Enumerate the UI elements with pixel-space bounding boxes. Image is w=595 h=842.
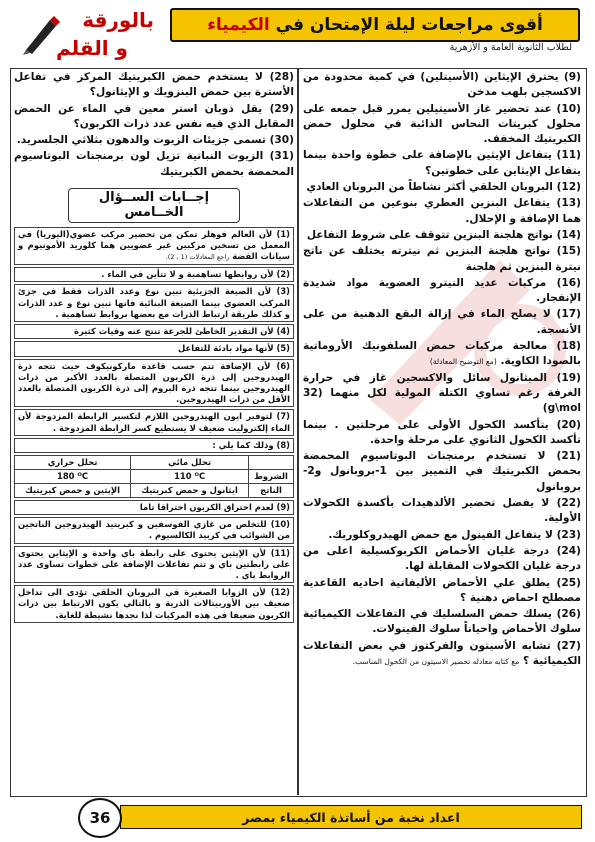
answer-item: [14, 517, 294, 543]
question-text: يطلق علي الأحماض الأليفاتية احاديه القاعدية مصطلح احماض دهنية ؟: [303, 576, 581, 604]
answer-text: لتوفير ايون الهيدروجين اللازم لتكسير الرابطة المزدوجة لأن الماء إلكتروليت ضعيف لا يستطيع كسر الرابطة المزدوجة .: [18, 411, 290, 433]
question-number: (29): [269, 102, 294, 115]
question-item: [303, 180, 581, 195]
question-number: (20): [556, 418, 581, 431]
question-item: [303, 528, 581, 543]
answer-item: [14, 267, 294, 282]
answer-number: (7): [276, 411, 290, 422]
answer-text: للتخلص من غازي الفوسفين و كبريتيد الهيدروجين الناتجين من الشوائب في كربيد الكالسيوم .: [18, 519, 290, 541]
question-number: (26): [556, 608, 581, 621]
answer-item: [14, 409, 294, 435]
question-number: (14): [556, 228, 581, 241]
answer-item: [14, 500, 294, 515]
question-text: مركبات عديد النيترو العضوية مواد شديدة الإنفجار.: [303, 276, 581, 305]
answer-item: [14, 546, 294, 584]
question-note: (مع التوضيح المعادلة): [429, 357, 497, 367]
answer-item: [14, 324, 294, 339]
question-number: (13): [556, 197, 581, 210]
answer-item: [14, 284, 294, 322]
question-item: [303, 102, 581, 148]
answer-number: (12): [270, 587, 290, 598]
page-number: 36: [78, 798, 122, 838]
answer-item: [14, 359, 294, 408]
question-text: يتفاعل البنزين العطري بنوعين من التفاعلات هما الإضافة و الإحلال.: [303, 197, 581, 225]
footer-bar: اعداد نخبة من أساتذة الكيمياء بمصر: [120, 805, 582, 829]
table-corner: [249, 455, 294, 469]
answer-text: لأن الإضافة تتم حسب قاعدة ماركونيكوف حيث تتجه ذرة الهيدروجين إلى ذرة الكربون المتصلة بالعدد الأكبر من ذرات الهيدروجين بينما تتجه ذرة البروم إلى ذرة الكربون المتصلة بالعدد الأقل من ذرات الهيدروجين.: [18, 360, 290, 405]
question-item: [303, 544, 581, 575]
question-text: يسلك حمض السلسليك في التفاعلات الكيميائية سلوك الأحماض واحياناً سلوك الفينولات.: [303, 608, 581, 636]
question-item: [303, 276, 581, 307]
answer-number: (5): [276, 343, 290, 354]
question-number: (11): [556, 149, 581, 162]
question-number: (21): [556, 450, 581, 463]
question-text: نواتج هلجنة البنزين تتوقف على شروط التفاعل: [306, 228, 553, 241]
table-header-heat: تحلل حراري: [15, 455, 131, 469]
question-text: عند تحضير غاز الأسيتيلين يمرر قبل جمعه على محلول كبريتات النحاس الذائبة في محلول حمض الكبريتيك المخفف.: [303, 102, 581, 146]
answer-text: لأن التقدير الخاطئ للجرعة تنتج عنه وفيات كثيرة: [74, 326, 274, 337]
question-item: [303, 244, 581, 275]
answers-title: إجــابات الســؤال الخــامس: [68, 188, 240, 223]
question-text: يقل ذوبان استر معين في الماء عن الحمض المقابل الذي فيه نفس عدد ذرات الكربون؟: [14, 102, 294, 130]
answers-list-2: [14, 500, 294, 623]
answer-number: (4): [276, 326, 290, 337]
question-item: [303, 371, 581, 417]
answer-item: [14, 438, 294, 453]
question-number: (23): [556, 528, 581, 541]
question-text: لا يفضل تحضير الألدهيدات بأكسدة الكحولات الأولية.: [303, 497, 581, 525]
banner-title: أقوى مراجعات ليلة الإمتحان في: [275, 15, 543, 35]
question-text: يتأكسد الكحول الأولى على مرحلتين . بينما تأكسد الكحول الثانوي على مرحلة واحدة.: [303, 418, 581, 446]
answer-text: لأن الإيثين يحتوى على رابطة باي واحدة و الإيثاين يحتوى على رابطتين باي و تتم تفاعلات الإضافة على خطوات تساوى عدد الروابط باي .: [18, 547, 290, 580]
question-text: معالجة مركبات حمض السلفونيك الأروماتية بالصودا الكاوية.: [303, 340, 581, 368]
question-number: (16): [556, 276, 581, 289]
question-number: (24): [556, 544, 581, 557]
question-number: (22): [556, 497, 581, 510]
question-text: لا يتفاعل الفينول مع حمض الهيدروكلوريك.: [328, 528, 553, 541]
answer-text: لأن الزوايا الصغيرة في البروبان الحلقي تؤدى الى تداخل ضعيف بين الأوربيتالات الذرية و بالتالي يكون الارتباط بين ذرات الكربون ضعيفا في هذه المركبات لذا نجدها نشيطة للغاية.: [18, 587, 290, 620]
question-item: [303, 576, 581, 607]
answer-text: لعدم احتراق الكربون احتراقا تاما: [139, 501, 274, 512]
question-number: (25): [556, 576, 581, 589]
question-number: (10): [556, 102, 581, 115]
question-item: [303, 228, 581, 243]
answer-number: (3): [276, 286, 290, 297]
answer-number: (9): [276, 501, 290, 512]
header-subtitle: لطلاب الثانوية العامة و الأزهرية: [449, 42, 572, 53]
logo-line-1: بالورقة: [82, 8, 154, 32]
table-cell-wet-cond: 110 ᴼC: [131, 469, 249, 483]
question-item: [14, 149, 294, 180]
question-number: (17): [556, 308, 581, 321]
question-text: درجة غليان الأحماض الكربوكسيلية اعلى من درجة غليان الكحولات المقابلة لها.: [303, 544, 581, 573]
question-text: يتفاعل الإيثين بالإضافة على خطوة واحدة بينما يتفاعل الإيثاين على خطوتين؟: [303, 149, 581, 177]
answer-text: وذلك كما يلي :: [212, 439, 274, 450]
answer-text: لأن روابطها تساهمية و لا تتأين في الماء .: [101, 269, 274, 280]
question-number: (19): [556, 371, 581, 384]
answer-number: (2): [276, 269, 290, 280]
question-number: (12): [556, 181, 581, 194]
question-item: [303, 148, 581, 179]
right-column-questions: [303, 70, 581, 670]
question-item: [303, 307, 581, 338]
table-cell-heat-prod: الإيثين و حمض كبريتيك: [15, 483, 131, 497]
answer-item: [14, 341, 294, 356]
question-item: [303, 196, 581, 227]
question-text: البروبان الحلقي أكثر نشاطاً من البروبان العادي: [306, 181, 553, 194]
column-divider: [297, 68, 299, 795]
logo-line-2: و القلم: [55, 36, 128, 60]
question-item: [14, 102, 294, 133]
question-number: (31): [269, 150, 294, 163]
answer-item: [14, 585, 294, 623]
question-item: [303, 639, 581, 670]
question-item: [303, 339, 581, 370]
question-number: (30): [269, 134, 294, 147]
question-text: لا تستخدم برمنجنات البوتاسيوم المحمضة بحمض الكبريتيك في التمييز بين 1-بروبانول و2-بروبانول: [303, 450, 581, 493]
question-item: [303, 70, 581, 101]
question-item: [303, 449, 581, 495]
question-item: [14, 133, 294, 148]
comparison-table: [14, 455, 294, 498]
header-banner: [170, 8, 580, 42]
question-item: [303, 496, 581, 527]
answer-number: (1): [276, 228, 290, 239]
answer-text: لأن العالم فوهلر تمكن من تحضير مركب عضوي(اليوريا) في المعمل من تسخين مركبين غير عضويين هما كلوريد الأمونيوم و سيانات الفضة: [18, 228, 290, 262]
answer-text: لأنها مواد بادئة للتفاعل: [178, 343, 274, 354]
answer-number: (6): [276, 360, 290, 371]
table-row-product: الناتج: [249, 483, 294, 497]
table-header-wet: تحلل مائي: [131, 455, 249, 469]
left-column: [14, 70, 294, 625]
question-number: (28): [269, 71, 294, 83]
answer-text: لأن الصيغة الجزيئية تبين نوع وعدد الذرات فقط في جزئ المركب العضوي بينما الصيغة البنائية فانها تبين نوع و عدد الذرات و كذلك طريقة ارتباط الذرات مع بعضها بروابط تساهمية .: [18, 286, 290, 319]
table-cell-heat-cond: 180 ᴼC: [15, 469, 131, 483]
logo: [8, 6, 158, 68]
answers-list: [14, 227, 294, 453]
question-text: نواتج هلجنة البنزين ثم نيترته يختلف عن ناتج نيترة البنزين ثم هلجنة: [303, 245, 581, 273]
question-number: (9): [563, 71, 581, 83]
question-item: [303, 607, 581, 638]
answer-item: [14, 227, 294, 266]
question-number: (27): [556, 639, 581, 652]
question-text: الزيوت النباتية تزيل لون برمنجنات البوتاسيوم المحمضة بحمض الكبريتيك: [14, 150, 294, 178]
question-text: تشابه الأسيتون والفركتوز في بعض التفاعلات الكيميائية ؟: [303, 639, 581, 667]
question-text: الميثانول سائل والاكسجين غاز في حرارة الغرفة رغم تساوي الكتلة المولية لكل منهما (32 g\mol): [303, 371, 581, 415]
answer-note: راجع المعادلات (1 ، 2).: [165, 253, 230, 262]
answer-number: (8): [276, 439, 290, 450]
banner-accent: الكيمياء: [207, 15, 270, 35]
question-note: مع كتابه معادله تحضير الاسيتون من الكحول المناسب.: [352, 656, 520, 666]
question-number: (18): [556, 340, 581, 353]
question-text: تسمى جزيئات الزيوت والدهون بثلاثي الجلسريد.: [16, 134, 266, 147]
question-item: [303, 418, 581, 449]
answer-number: (10): [270, 519, 290, 530]
table-row-conditions: الشروط: [249, 469, 294, 483]
table-cell-wet-prod: ايثانول و حمض كبريتيك: [131, 483, 249, 497]
question-text: لا يستخدم حمض الكبريتيك المركز في تفاعل الأسترة بين حمض البنزويك و الإيثانول؟: [14, 71, 294, 99]
question-text: يحترق الإيثاين (الأسيتلين) في كمية محدودة من الاكسجين بلهب مدخن: [303, 71, 581, 99]
question-text: لا يصلح الماء في إزالة البقع الدهنية من على الأنسجة.: [303, 308, 581, 336]
left-questions: [14, 70, 294, 180]
question-item: [14, 70, 294, 101]
question-number: (15): [556, 245, 581, 258]
answer-number: (11): [270, 547, 290, 558]
